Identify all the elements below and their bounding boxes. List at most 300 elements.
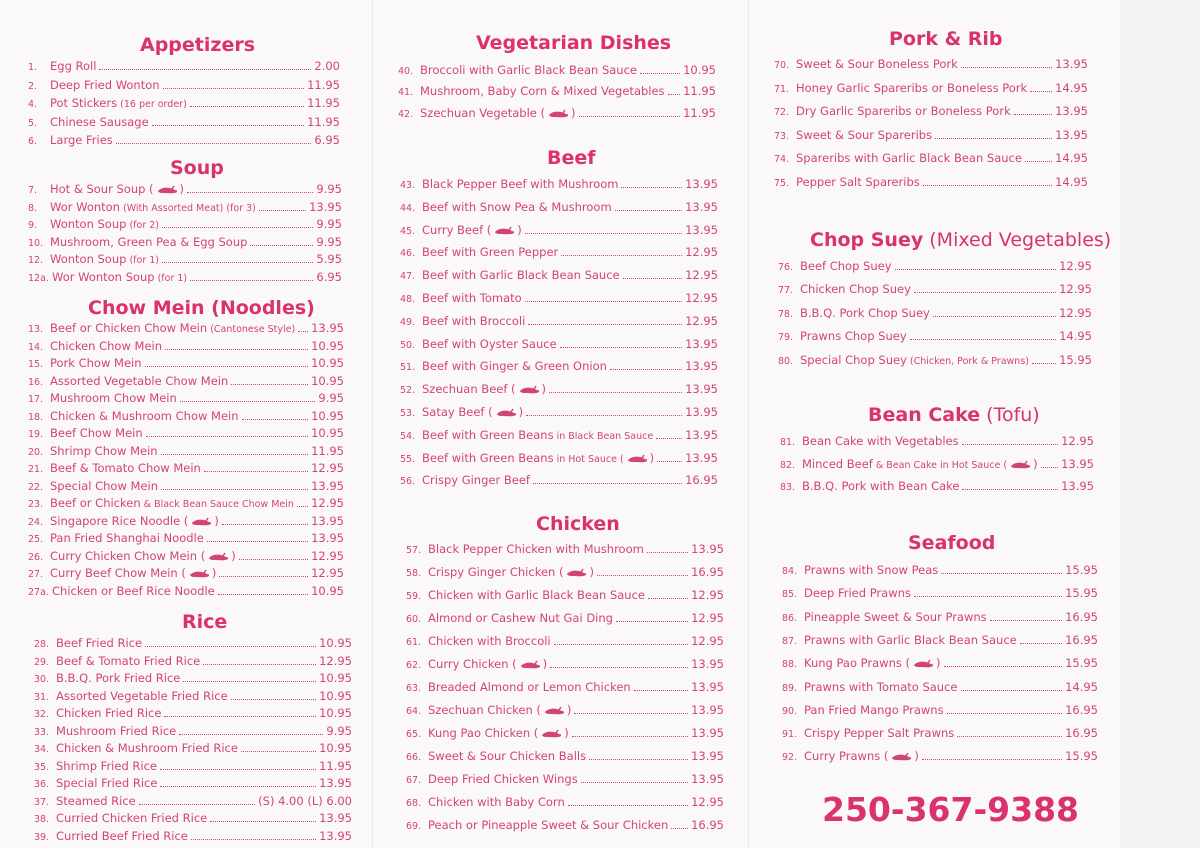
item-name: Curry Chicken ( ) [428, 657, 548, 671]
item-name: Shrimp Chow Mein [50, 443, 158, 458]
item-price: 11.95 [683, 84, 716, 99]
item-name: Beef with Broccoli [422, 313, 526, 328]
item-price: 5.95 [316, 252, 342, 267]
item-price: 12.95 [691, 611, 724, 625]
item-name: Almond or Cashew Nut Gai Ding [428, 611, 613, 625]
item-price: 15.95 [1059, 352, 1092, 367]
item-price: 15.95 [1065, 656, 1098, 671]
dot-leader [164, 716, 316, 717]
item-name: Beef Chop Suey [800, 259, 892, 273]
item-number: 83. [780, 482, 796, 493]
dot-leader [162, 262, 313, 263]
dot-leader [528, 324, 682, 325]
item-price: 10.95 [311, 338, 344, 353]
menu-item [400, 426, 718, 444]
menu-item [774, 173, 1088, 191]
item-number: 35. [34, 761, 50, 773]
dot-leader [231, 699, 316, 700]
item-price: 16.95 [1065, 702, 1098, 717]
item-name: Chicken Chop Suey [800, 282, 911, 297]
menu-item [28, 268, 342, 286]
item-name: Breaded Almond or Lemon Chicken [428, 680, 631, 694]
item-price: 10.95 [311, 408, 344, 423]
menu-item [780, 432, 1094, 450]
section-title: Rice [182, 611, 228, 633]
item-name: Crispy Ginger Beef [422, 473, 530, 488]
item-number: 78. [778, 308, 794, 320]
item-number: 72. [774, 107, 790, 118]
dot-leader [962, 444, 1058, 445]
item-note: in Black Bean Sauce [553, 430, 654, 442]
dot-leader [656, 438, 682, 439]
item-price: 13.95 [685, 382, 718, 397]
dot-leader [241, 751, 316, 752]
item-name: Beef or Chicken & Black Bean Sauce Chow Mein [50, 496, 294, 510]
menu-item [774, 79, 1088, 97]
item-name: Deep Fried Wonton [50, 77, 160, 92]
menu-item [406, 655, 724, 673]
chili-pepper-icon [518, 385, 540, 394]
item-number: 12. [28, 255, 44, 267]
item-price: 12.95 [311, 461, 344, 475]
menu-item [34, 704, 352, 722]
item-number: 8. [28, 202, 38, 214]
dot-leader [525, 233, 682, 234]
dot-leader [183, 681, 316, 682]
item-price: 16.95 [1065, 726, 1098, 741]
menu-item [782, 678, 1098, 696]
item-name: Beef & Tomato Chow Mein [50, 461, 201, 475]
chili-pepper-icon [493, 226, 515, 235]
chili-pepper-icon [626, 454, 648, 463]
item-name: Chicken with Broccoli [428, 634, 551, 648]
item-price: 13.95 [685, 427, 718, 442]
menu-item [400, 357, 718, 375]
item-price: 12.95 [1061, 434, 1094, 448]
dot-leader [222, 524, 308, 525]
item-price: 12.95 [691, 588, 724, 602]
menu-item [34, 722, 352, 740]
dot-leader [1014, 114, 1052, 115]
menu-item [778, 351, 1092, 369]
menu-item [28, 547, 344, 565]
dot-leader [668, 94, 681, 95]
menu-item [28, 180, 342, 198]
item-name: Wor Wonton Soup (for 1) [52, 270, 188, 284]
item-number: 87. [782, 635, 798, 647]
chili-pepper-icon [890, 752, 912, 761]
menu-item [28, 215, 342, 233]
chili-pepper-icon [565, 568, 587, 577]
dot-leader [152, 125, 304, 126]
item-number: 91. [782, 729, 798, 741]
item-number: 63. [406, 683, 422, 694]
section-title: Seafood [908, 532, 996, 554]
menu-item [778, 327, 1092, 345]
item-name: Mushroom, Baby Corn & Mixed Vegetables [420, 84, 665, 99]
item-price: 12.95 [685, 291, 718, 305]
item-name: Minced Beef & Bean Cake in Hot Sauce ( ) [802, 456, 1038, 471]
menu-item [28, 372, 344, 390]
menu-item [774, 102, 1088, 120]
item-name: Wonton Soup (for 1) [50, 252, 159, 267]
item-number: 85. [782, 589, 798, 601]
menu-item [34, 809, 352, 827]
item-number: 66. [406, 752, 422, 763]
menu-item [398, 104, 716, 122]
item-price: 16.95 [691, 818, 724, 832]
item-price: 15.95 [1065, 749, 1098, 764]
item-price: 10.95 [311, 356, 344, 370]
item-name: Peach or Pineapple Sweet & Sour Chicken [428, 818, 669, 832]
dot-leader [914, 596, 1062, 597]
dot-leader [99, 69, 311, 70]
item-name: Prawns Chop Suey [800, 329, 907, 344]
item-price: 13.95 [691, 726, 724, 740]
section-heading-chicken [536, 513, 620, 535]
item-price: 13.95 [311, 513, 344, 528]
item-price: 12.95 [311, 548, 344, 563]
dot-leader [250, 245, 313, 246]
item-name: Beef with Ginger & Green Onion [422, 359, 607, 374]
column-divider [748, 0, 749, 848]
item-price: 14.95 [1055, 151, 1088, 165]
menu-item [778, 257, 1092, 275]
dot-leader [895, 269, 1057, 270]
item-number: 32. [34, 709, 50, 720]
item-price: 14.95 [1055, 174, 1088, 189]
dot-leader [647, 552, 688, 553]
item-number: 33. [34, 726, 50, 738]
dot-leader [616, 621, 688, 622]
dot-leader [941, 573, 1062, 574]
menu-item [34, 669, 352, 687]
item-price: 12.95 [1059, 305, 1092, 320]
item-number: 21. [28, 464, 44, 475]
item-price: 13.95 [691, 542, 724, 556]
menu-item [780, 477, 1094, 495]
item-number: 77. [778, 285, 794, 297]
phone-number: 250-367-9388 [822, 790, 1080, 829]
menu-item [406, 540, 724, 558]
item-name: Chicken Chow Mein [50, 338, 163, 353]
dot-leader [947, 713, 1062, 714]
menu-item [782, 747, 1098, 765]
menu-item [28, 407, 344, 425]
item-price: 12.95 [685, 245, 718, 260]
menu-item [28, 250, 342, 268]
menu-item [28, 442, 344, 460]
dot-leader [944, 666, 1063, 667]
menu-item [34, 634, 352, 652]
item-name: Honey Garlic Spareribs or Boneless Pork [796, 80, 1028, 95]
menu-item [406, 609, 724, 627]
item-number: 69. [406, 821, 422, 832]
section-heading-bean-cake [868, 404, 1040, 426]
item-number: 51. [400, 362, 416, 374]
item-number: 61. [406, 637, 422, 648]
item-number: 52. [400, 385, 416, 397]
section-subtitle: (Mixed Vegetables) [923, 229, 1112, 251]
item-price: 13.95 [691, 772, 724, 786]
section-heading-seafood [908, 532, 995, 554]
item-name: Sweet & Sour Chicken Balls [428, 749, 587, 763]
item-name: Pineapple Sweet & Sour Prawns [804, 609, 987, 624]
item-price: 13.95 [691, 749, 724, 763]
item-price: 9.95 [318, 391, 344, 405]
item-number: 4. [28, 99, 38, 111]
section-title: Bean Cake [868, 404, 981, 426]
menu-item [774, 149, 1088, 167]
menu-item [406, 586, 724, 604]
menu-item [782, 724, 1098, 742]
item-price: 13.95 [311, 321, 344, 335]
menu-item [400, 312, 718, 330]
item-name: Szechuan Chicken ( ) [428, 703, 572, 717]
item-name: Szechuan Vegetable ( ) [420, 105, 576, 120]
menu-item [34, 687, 352, 705]
item-price: 13.95 [691, 680, 724, 694]
item-name: Large Fries [50, 133, 113, 148]
item-number: 50. [400, 339, 416, 351]
menu-item [406, 793, 724, 811]
item-price: 12.95 [1059, 282, 1092, 297]
item-name: Curried Chicken Fried Rice [56, 811, 208, 825]
item-name: Beef or Chicken Chow Mein (Cantonese Style) [50, 321, 296, 335]
menu-item [782, 608, 1098, 626]
item-price: 11.95 [307, 77, 340, 92]
item-name: Sweet & Sour Spareribs [796, 127, 933, 142]
item-name: Black Pepper Chicken with Mushroom [428, 542, 644, 556]
item-number: 31. [34, 691, 50, 703]
item-number: 19. [28, 429, 44, 440]
menu-item [400, 221, 718, 239]
chili-pepper-icon [1009, 460, 1031, 469]
menu-item [406, 724, 724, 742]
menu-item [28, 233, 342, 251]
item-number: 90. [782, 705, 798, 717]
item-name: Beef with Snow Pea & Mushroom [422, 199, 612, 214]
item-number: 92. [782, 752, 798, 764]
item-number: 27. [28, 569, 44, 580]
item-price: 9.95 [316, 182, 342, 196]
menu-item [28, 57, 340, 75]
item-name: B.B.Q. Pork with Bean Cake [802, 479, 960, 493]
menu-item [28, 131, 340, 149]
item-name: Pan Fried Shanghai Noodle [50, 531, 204, 545]
item-price: 10.95 [319, 741, 352, 755]
item-name: Bean Cake with Vegetables [802, 434, 959, 448]
item-name: Curry Prawns ( ) [804, 749, 919, 764]
item-number: 24. [28, 516, 44, 528]
dot-leader [187, 192, 313, 193]
item-price: 14.95 [1065, 679, 1098, 694]
menu-item [780, 455, 1094, 473]
item-price: 13.95 [319, 776, 352, 790]
item-name: B.B.Q. Pork Chop Suey [800, 305, 930, 320]
menu-item [28, 529, 344, 547]
chili-pepper-icon [547, 109, 569, 118]
item-number: 47. [400, 271, 416, 283]
menu-item [400, 266, 718, 284]
dot-leader [671, 828, 688, 829]
item-name: Wonton Soup (for 2) [50, 217, 159, 232]
menu-item [34, 757, 352, 775]
item-price: 12.95 [311, 566, 344, 580]
dot-leader [1025, 161, 1052, 162]
item-price: 10.95 [311, 373, 344, 388]
menu-item [28, 459, 344, 477]
dot-leader [218, 594, 308, 595]
dot-leader [910, 339, 1056, 340]
item-name: Crispy Pepper Salt Prawns [804, 726, 955, 741]
chili-pepper-icon [156, 185, 178, 194]
item-price: 12.95 [685, 268, 718, 283]
item-name: Pepper Salt Spareribs [796, 174, 920, 189]
dot-leader [561, 255, 682, 256]
menu-item [400, 335, 718, 353]
dot-leader [161, 454, 308, 455]
dot-leader [935, 138, 1052, 139]
dot-leader [160, 769, 316, 770]
item-number: 39. [34, 831, 50, 843]
dot-leader [922, 759, 1062, 760]
dot-leader [1041, 467, 1059, 468]
dot-leader [560, 347, 682, 348]
item-name: Singapore Rice Noodle ( ) [50, 513, 219, 528]
menu-item [28, 337, 344, 355]
item-price: 12.95 [319, 653, 352, 668]
item-name: Egg Roll [50, 59, 97, 73]
item-number: 7. [28, 185, 38, 196]
item-price: 12.95 [691, 634, 724, 648]
dot-leader [610, 369, 682, 370]
item-name: Mushroom, Green Pea & Egg Soup [50, 234, 248, 249]
item-number: 53. [400, 408, 416, 419]
item-price: 2.00 [314, 59, 340, 73]
item-price: 12.95 [1059, 259, 1092, 273]
item-name: Kung Pao Chicken ( ) [428, 726, 569, 740]
dot-leader [957, 736, 1062, 737]
item-number: 18. [28, 411, 44, 423]
item-name: Beef & Tomato Fried Rice [56, 653, 201, 668]
item-price: 14.95 [1059, 329, 1092, 344]
dot-leader [165, 349, 308, 350]
dot-leader [146, 436, 308, 437]
item-name: Mushroom Fried Rice [56, 723, 177, 738]
section-title: Soup [170, 157, 224, 179]
item-number: 48. [400, 294, 416, 305]
item-price: 9.95 [326, 723, 352, 738]
dot-leader [640, 73, 680, 74]
dot-leader [581, 782, 688, 783]
item-number: 5. [28, 117, 38, 129]
menu-item [34, 827, 352, 845]
item-number: 6. [28, 136, 38, 148]
menu-item [34, 652, 352, 670]
section-heading-soup [170, 157, 224, 179]
section-title: Chop Suey [810, 229, 924, 251]
item-name: Beef with Garlic Black Bean Sauce [422, 268, 620, 283]
item-name: Curry Beef Chow Mein ( ) [50, 566, 217, 580]
item-price: 10.95 [319, 636, 352, 650]
item-name: Special Fried Rice [56, 776, 158, 790]
item-name: Szechuan Beef ( ) [422, 382, 547, 397]
dot-leader [589, 759, 688, 760]
item-name: Beef with Oyster Sauce [422, 336, 557, 351]
item-number: 67. [406, 775, 422, 786]
item-name: Pan Fried Mango Prawns [804, 702, 944, 717]
dot-leader [191, 839, 316, 840]
item-price: 11.95 [307, 96, 340, 111]
menu-item [28, 424, 344, 442]
item-price: 13.95 [691, 657, 724, 671]
dot-leader [533, 483, 682, 484]
section-heading-vegetarian [476, 32, 671, 54]
dot-leader [579, 116, 681, 117]
menu-item [782, 654, 1098, 672]
menu-item [28, 76, 340, 94]
dot-leader [621, 187, 682, 188]
menu-item [400, 198, 718, 216]
item-price: 12.95 [691, 795, 724, 809]
item-price: 13.95 [1055, 127, 1088, 142]
dot-leader [210, 821, 316, 822]
menu-item [28, 512, 344, 530]
item-price: 11.95 [683, 105, 716, 120]
item-number: 49. [400, 316, 416, 328]
item-price: 10.95 [319, 671, 352, 685]
item-number: 16. [28, 376, 44, 388]
dot-leader [623, 278, 682, 279]
item-number: 56. [400, 476, 416, 488]
item-number: 27a. [28, 586, 49, 598]
dot-leader [139, 804, 255, 805]
dot-leader [145, 366, 309, 367]
section-title: Pork & Rib [889, 28, 1003, 50]
dot-leader [180, 401, 316, 402]
section-title: Vegetarian Dishes [476, 32, 672, 54]
dot-leader [239, 559, 308, 560]
menu-item [28, 494, 344, 512]
item-price: 11.95 [311, 443, 344, 458]
item-name: Beef Fried Rice [56, 636, 143, 650]
item-price: 15.95 [1065, 563, 1098, 577]
item-number: 57. [406, 545, 422, 556]
item-note: (With Assorted Meat) (for 3) [119, 202, 256, 214]
item-name: Chicken or Beef Rice Noodle [52, 583, 215, 598]
menu-item [400, 449, 718, 467]
item-name: Pork Chow Mein [50, 356, 142, 370]
item-price: 10.95 [319, 706, 352, 720]
section-title: Beef [547, 147, 596, 169]
chili-pepper-icon [495, 408, 517, 417]
item-name: Curry Chicken Chow Mein ( ) [50, 548, 236, 563]
dot-leader [923, 185, 1052, 186]
dot-leader [961, 67, 1052, 68]
item-price: 15.95 [1065, 586, 1098, 601]
item-price: 13.95 [685, 177, 718, 191]
dot-leader [615, 210, 682, 211]
dot-leader [203, 664, 316, 665]
item-price: 11.95 [307, 114, 340, 129]
section-heading-pork [889, 28, 1003, 50]
chili-pepper-icon [190, 517, 212, 526]
dot-leader [163, 88, 305, 89]
item-number: 81. [780, 437, 796, 448]
item-number: 23. [28, 499, 44, 510]
item-number: 26. [28, 551, 44, 563]
